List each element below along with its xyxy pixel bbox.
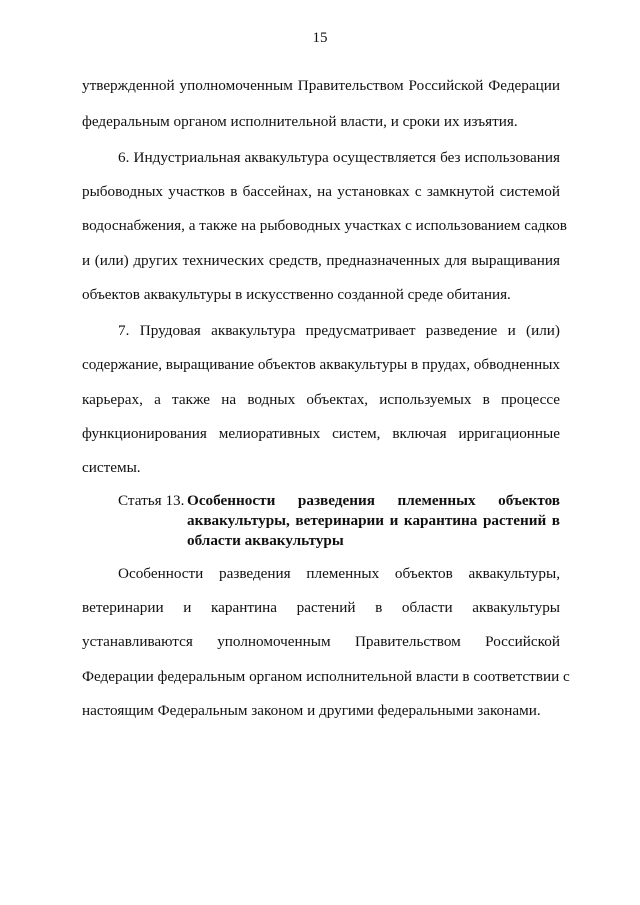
text-line: водоснабжения, а также на рыбоводных участках с использованием садков (82, 217, 567, 234)
text-line: 7. Прудовая аквакультура предусматривает разведение и (или) (118, 322, 560, 339)
text-line: содержание, выращивание объектов аквакультуры в прудах, обводненных (82, 356, 560, 373)
text-line: рыбоводных участков в бассейнах, на установках с замкнутой системой (82, 183, 560, 200)
article-label: Статья 13. (118, 492, 185, 509)
text-line: Особенности разведения племенных объектов аквакультуры, (118, 565, 560, 582)
article-title-line: Особенности разведения племенных объектов (187, 492, 560, 509)
text-line: федеральным органом исполнительной власти, и сроки их изъятия. (82, 113, 518, 130)
text-line: карьерах, а также на водных объектах, используемых в процессе (82, 391, 560, 408)
text-line: настоящим Федеральным законом и другими федеральными законами. (82, 702, 541, 719)
article-title-line: аквакультуры, ветеринарии и карантина растений в (187, 512, 560, 529)
text-line: ветеринарии и карантина растений в области аквакультуры (82, 599, 560, 616)
text-line: системы. (82, 459, 141, 476)
text-line: и (или) других технических средств, предназначенных для выращивания (82, 252, 560, 269)
text-line: утвержденной уполномоченным Правительством Российской Федерации (82, 77, 560, 94)
text-line: Федерации федеральным органом исполнительной власти в соответствии с (82, 668, 570, 685)
article-title-line: области аквакультуры (187, 532, 344, 549)
text-line: функционирования мелиоративных систем, включая ирригационные (82, 425, 560, 442)
text-line: объектов аквакультуры в искусственно созданной среде обитания. (82, 286, 511, 303)
text-line: устанавливаются уполномоченным Правительством Российской (82, 633, 560, 650)
text-line: 6. Индустриальная аквакультура осуществляется без использования (118, 149, 560, 166)
page-number: 15 (312, 30, 328, 46)
